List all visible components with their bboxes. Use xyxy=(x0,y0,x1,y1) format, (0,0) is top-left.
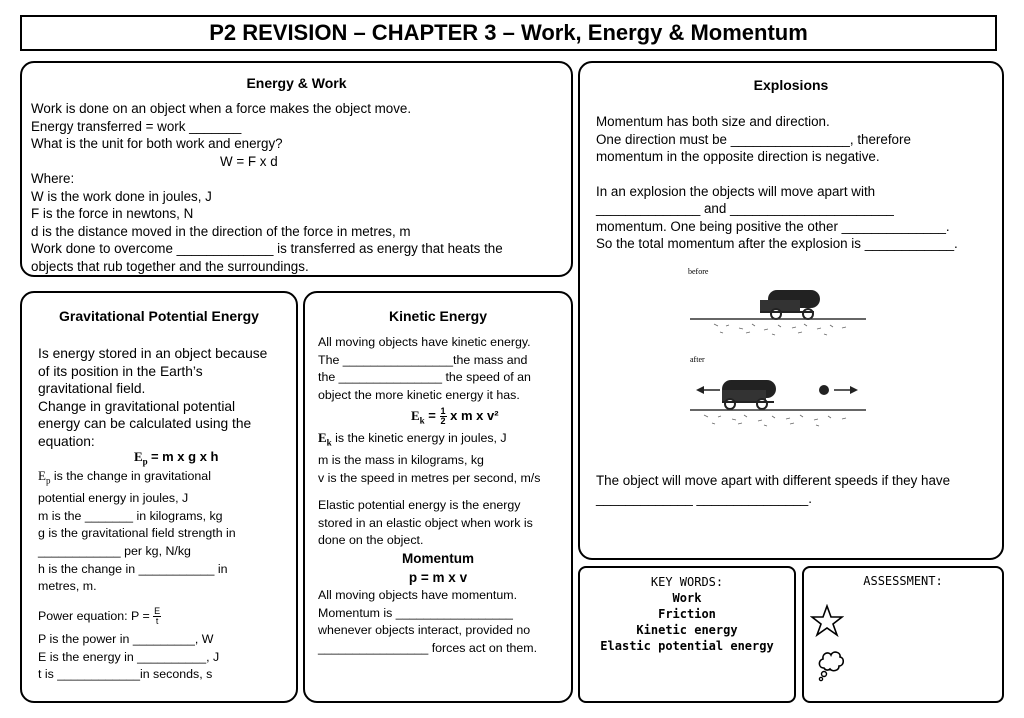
ground-texture xyxy=(704,415,846,426)
text-line: Momentum is _________________ xyxy=(318,605,513,620)
ep-symbol: E xyxy=(38,468,46,483)
text-line: P is the power in _________, W xyxy=(38,632,214,646)
key-word-item: Work xyxy=(672,591,702,605)
energy-work-heading: Energy & Work xyxy=(246,75,347,91)
thought-bubble-icon[interactable] xyxy=(816,648,846,682)
explosions-panel xyxy=(578,61,1004,560)
text-line: Is energy stored in an object because xyxy=(38,346,268,361)
text-line: momentum in the opposite direction is negative. xyxy=(596,149,880,164)
text-line: The ________________the mass and xyxy=(318,352,528,367)
text-line: m is the mass in kilograms, kg xyxy=(318,453,484,468)
half-numerator: 1 xyxy=(440,406,446,416)
text-line: ________________ forces act on them. xyxy=(318,640,538,655)
key-words-list xyxy=(580,574,794,654)
text-line: energy can be calculated using the xyxy=(38,416,252,432)
text-line: Energy transferred = work _______ xyxy=(31,118,242,134)
text-line: _____________ _______________. xyxy=(596,490,812,506)
star-icon[interactable] xyxy=(810,604,844,638)
assessment-panel xyxy=(802,566,1004,703)
kinetic-equation xyxy=(411,407,499,426)
ek-subscript: k xyxy=(326,437,332,448)
left-arrow-icon xyxy=(696,386,720,394)
gpe-equation xyxy=(134,449,219,467)
power-fraction xyxy=(153,607,161,626)
ep-subscript: p xyxy=(142,456,148,467)
elastic-text xyxy=(318,497,533,550)
equation-w-fd: W = F x d xyxy=(220,153,278,169)
momentum-heading: Momentum xyxy=(402,551,474,566)
gpe-definitions xyxy=(38,467,236,596)
energy-work-text xyxy=(31,100,503,275)
text-line: whenever objects interact, provided no xyxy=(318,623,531,638)
ek-definition: is the kinetic energy in joules, J xyxy=(331,431,507,445)
text-line: the _______________ the speed of an xyxy=(318,370,531,385)
cannonball-icon xyxy=(819,385,829,395)
text-line: F is the force in newtons, N xyxy=(31,206,194,221)
text-line: stored in an elastic object when work is xyxy=(318,515,533,530)
half-fraction xyxy=(440,407,447,426)
explosions-bottom-text xyxy=(596,472,950,507)
ep-subscript: p xyxy=(45,475,51,486)
text-line: W is the work done in joules, J xyxy=(31,188,212,204)
text-line: equation: xyxy=(38,433,95,449)
text-line: d is the distance moved in the direction of the force in metres, m xyxy=(31,223,411,239)
text-line: E is the energy in __________, J xyxy=(38,649,220,664)
ep-definition: is the change in gravitational xyxy=(50,469,211,483)
text-line xyxy=(38,467,236,490)
power-equation xyxy=(38,607,161,626)
ek-subscript: k xyxy=(419,415,425,426)
before-label: before xyxy=(688,267,709,276)
half-denominator: 2 xyxy=(440,416,446,426)
text-line: t is ____________in seconds, s xyxy=(38,667,213,682)
text-line: v is the speed in metres per second, m/s xyxy=(318,470,541,485)
text-line: g is the gravitational field strength in xyxy=(38,526,236,541)
title-bar xyxy=(20,15,997,51)
gpe-equation-body: = m x g x h xyxy=(150,449,219,464)
key-word-item: Friction xyxy=(658,607,716,621)
text-line: potential energy in joules, J xyxy=(38,491,189,506)
key-words-heading: KEY WORDS: xyxy=(650,575,724,589)
ek-symbol: E xyxy=(318,430,327,445)
text-line: The object will move apart with different speeds if they have xyxy=(596,473,951,488)
power-definitions xyxy=(38,631,219,684)
energy-work-panel xyxy=(20,61,573,277)
ep-symbol: E xyxy=(134,449,143,464)
text-line: gravitational field. xyxy=(38,381,146,397)
text-line: object the more kinetic energy it has. xyxy=(318,387,520,402)
page-title: P2 REVISION – CHAPTER 3 – Work, Energy & Momentum xyxy=(209,20,808,45)
key-word-item: Kinetic energy xyxy=(636,623,738,637)
text-line: of its position in the Earth’s xyxy=(38,363,203,379)
text-line: Work is done on an object when a force makes the object move. xyxy=(31,101,412,116)
key-words-panel xyxy=(578,566,796,703)
eq-rest: x m x v² xyxy=(446,407,499,423)
explosions-heading: Explosions xyxy=(753,77,829,93)
text-line: metres, m. xyxy=(38,579,97,594)
gpe-heading: Gravitational Potential Energy xyxy=(59,308,259,324)
kinetic-energy-panel xyxy=(303,291,573,703)
cannon-explosion-diagram xyxy=(684,262,884,427)
text-line: All moving objects have kinetic energy. xyxy=(318,335,531,349)
text-line: Where: xyxy=(31,171,75,186)
text-line: m is the _______ in kilograms, kg xyxy=(38,508,223,523)
after-label: after xyxy=(690,355,705,364)
kinetic-heading: Kinetic Energy xyxy=(388,308,488,324)
text-line: All moving objects have momentum. xyxy=(318,588,518,602)
power-denominator: t xyxy=(155,616,159,626)
text-line: h is the change in ___________ in xyxy=(38,561,228,576)
text-line: What is the unit for both work and energy? xyxy=(31,136,283,151)
ground-texture xyxy=(714,324,846,335)
text-line: Work done to overcome _____________ is transferred as energy that heats the xyxy=(31,241,503,256)
cannon-before-icon xyxy=(760,290,820,319)
gpe-panel xyxy=(20,291,298,703)
text-line: Momentum has both size and direction. xyxy=(596,114,830,129)
kinetic-definitions xyxy=(318,429,540,487)
text-line: ____________ per kg, N/kg xyxy=(38,543,191,558)
cannon-after-icon xyxy=(722,380,776,409)
power-numerator: E xyxy=(154,606,161,616)
eq-equals: = xyxy=(424,407,440,423)
text-line: Change in gravitational potential xyxy=(38,398,236,414)
text-line: So the total momentum after the explosion is ____________. xyxy=(596,236,958,251)
text-line: done on the object. xyxy=(318,533,424,548)
text-line: momentum. One being positive the other ______________. xyxy=(596,218,950,234)
momentum-text xyxy=(318,587,537,657)
right-arrow-icon xyxy=(834,386,858,394)
text-line: ______________ and ______________________ xyxy=(596,201,894,216)
gpe-intro xyxy=(38,345,267,451)
text-line: objects that rub together and the surroundings. xyxy=(31,258,309,274)
momentum-equation: p = m x v xyxy=(408,570,468,585)
ek-symbol: E xyxy=(411,407,420,423)
key-word-item: Elastic potential energy xyxy=(600,639,774,653)
text-line xyxy=(318,429,540,452)
kinetic-intro xyxy=(318,334,531,404)
explosions-text xyxy=(596,113,958,253)
text-line: One direction must be ________________, therefore xyxy=(596,131,911,147)
power-equation-label: Power equation: P = xyxy=(38,608,150,623)
text-line: In an explosion the objects will move apart with xyxy=(596,183,876,199)
text-line: Elastic potential energy is the energy xyxy=(318,498,521,512)
assessment-heading: ASSESSMENT: xyxy=(863,574,943,588)
